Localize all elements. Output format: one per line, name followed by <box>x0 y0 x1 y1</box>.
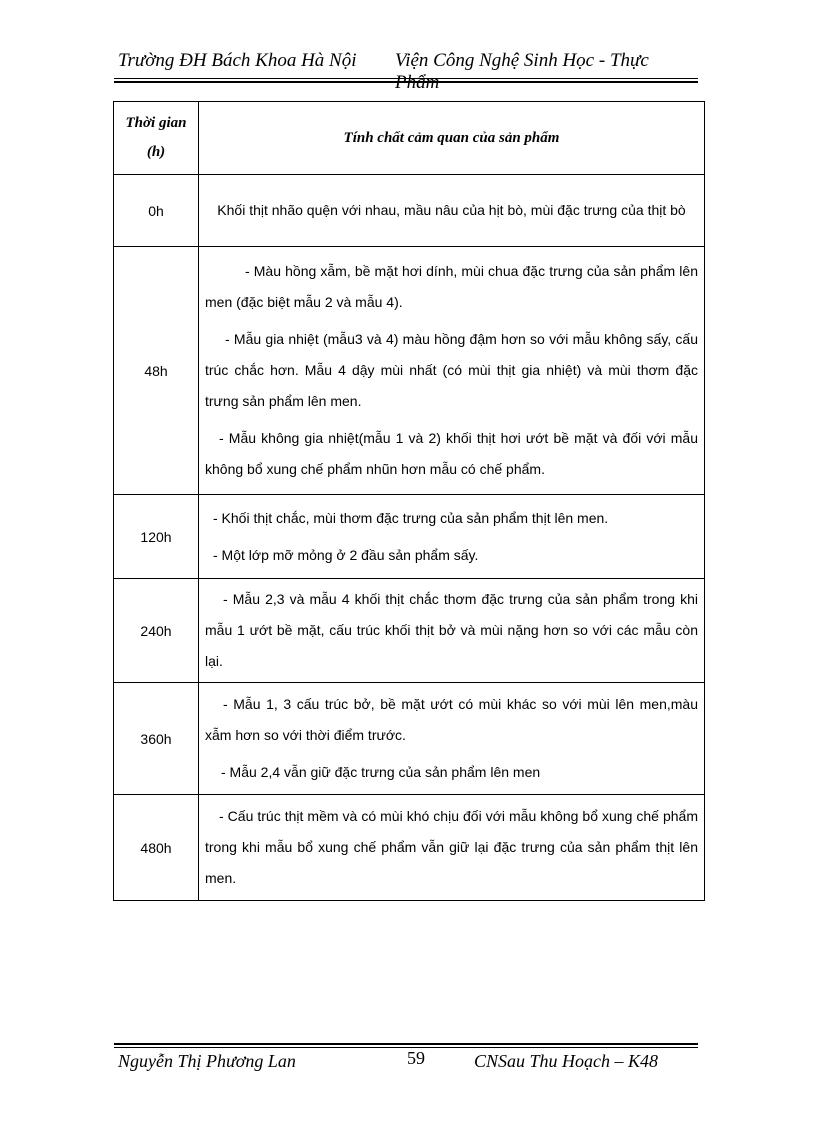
description-text: - Mẫu không gia nhiệt(mẫu 1 và 2) khối thịt hơi ướt bề mặt và đối với mẫu không bổ xung chế phẩm nhũn hơn mẫu có chế phẩm. <box>205 430 698 477</box>
column-header-property: Tính chất cảm quan của sản phẩm <box>199 102 705 175</box>
description-text: Khối thịt nhão quện với nhau, mầu nâu của hịt bò, mùi đặc trưng của thịt bò <box>217 202 686 218</box>
table-row <box>114 579 705 683</box>
time-cell: 240h <box>114 579 199 683</box>
column-header-time-line1: Thời gian <box>125 115 187 131</box>
footer-program: CNSau Thu Hoạch – K48 <box>474 1051 659 1071</box>
description-text: - Mẫu 1, 3 cấu trúc bở, bề mặt ướt có mùi khác so với mùi lên men,màu xẫm hơn so với thời điểm trước. <box>205 696 698 743</box>
column-header-time-line2: (h) <box>146 144 166 160</box>
page-header <box>118 50 694 93</box>
table-row <box>114 495 705 579</box>
column-header-time <box>114 102 199 175</box>
description-cell <box>199 795 705 901</box>
time-cell: 48h <box>114 247 199 495</box>
page-number: 59 <box>407 1048 425 1068</box>
description-text: - Một lớp mỡ mỏng ở 2 đầu sản phẩm sấy. <box>213 546 479 563</box>
header-divider-thick <box>114 81 698 83</box>
description-text: - Cấu trúc thịt mềm và có mùi khó chịu đối với mẫu không bổ xung chế phẩm trong khi mẫu bổ xung chế phẩm vẫn giữ lại đặc trưng của sản phẩm thịt lên men. <box>205 808 698 886</box>
header-institute: Viện Công Nghệ Sinh Học - Thực Phẩm <box>395 50 649 93</box>
table-row <box>114 247 705 495</box>
description-text: - Mẫu 2,4 vẫn giữ đặc trưng của sản phẩm lên men <box>221 764 541 780</box>
time-cell: 360h <box>114 683 199 795</box>
time-cell: 0h <box>114 175 199 247</box>
header-divider <box>114 78 698 79</box>
footer-divider <box>114 1047 698 1048</box>
table-row <box>114 175 705 247</box>
footer-divider-thick <box>114 1043 698 1045</box>
description-cell <box>199 247 705 495</box>
time-cell: 480h <box>114 795 199 901</box>
description-cell <box>199 495 705 579</box>
table-row <box>114 683 705 795</box>
table-row <box>114 795 705 901</box>
description-cell <box>199 579 705 683</box>
description-text: - Màu hồng xẫm, bề mặt hơi dính, mùi chua đặc trưng của sản phẩm lên men (đặc biệt mẫu 2 và mẫu 4). <box>205 263 698 310</box>
time-cell: 120h <box>114 495 199 579</box>
description-text: - Khối thịt chắc, mùi thơm đặc trưng của sản phẩm thịt lên men. <box>213 509 609 526</box>
header-university: Trường ĐH Bách Khoa Hà Nội <box>118 50 357 71</box>
description-text: - Mẫu gia nhiệt (mẫu3 và 4) màu hồng đậm hơn so với mẫu không sấy, cấu trúc chắc hơn. Mẫu 4 dậy mùi nhất (có mùi thịt gia nhiệt) và mùi thơm đặc trưng sản phẩm lên men. <box>205 331 698 409</box>
sensory-properties-table <box>113 101 705 901</box>
description-cell <box>199 683 705 795</box>
table-header-row <box>114 102 705 175</box>
footer-author: Nguyễn Thị Phương Lan <box>118 1051 296 1071</box>
description-text: - Mẫu 2,3 và mẫu 4 khối thịt chắc thơm đặc trưng của sản phẩm trong khi mẫu 1 ướt bề mặt, cấu trúc khối thịt bở và mùi nặng hơn so với các mẫu còn lại. <box>205 591 698 669</box>
description-cell <box>199 175 705 247</box>
